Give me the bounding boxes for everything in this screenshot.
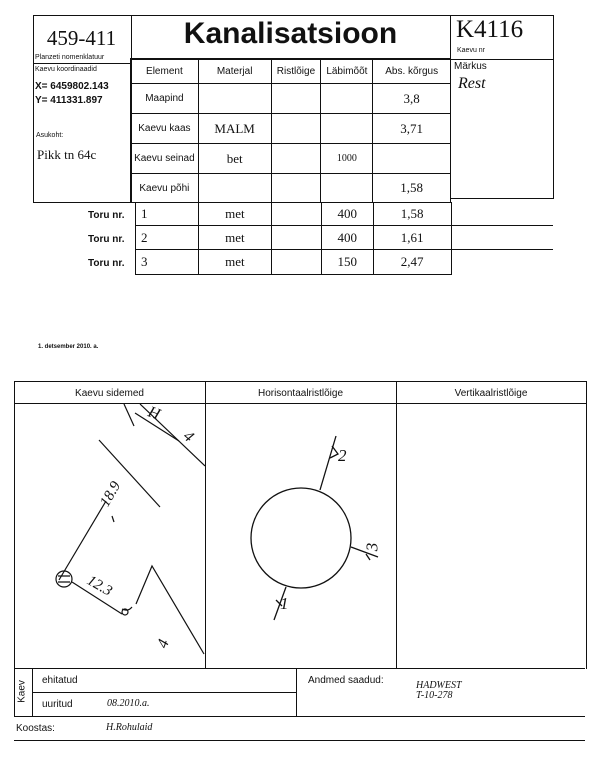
table-row bbox=[131, 84, 451, 114]
well-table bbox=[130, 58, 451, 203]
pipe-label-3-sketch: 3 bbox=[362, 542, 382, 552]
pipe-material: met bbox=[198, 203, 271, 226]
col-header-horizontal: Horisontaalristlõige bbox=[257, 388, 344, 399]
sheet-label: Planzeti nomenklatuur bbox=[35, 54, 105, 61]
pipe-no: 1 bbox=[136, 203, 199, 226]
pipe-material: met bbox=[198, 226, 271, 250]
pipe-cross bbox=[271, 226, 321, 250]
row-element: Kaevu kaas bbox=[131, 114, 199, 144]
remarks-label: Märkus bbox=[454, 61, 487, 72]
pipe-cross bbox=[271, 250, 321, 275]
row-cross bbox=[271, 144, 321, 174]
horizontal-section bbox=[206, 404, 396, 668]
pipe-diameter: 400 bbox=[321, 203, 373, 226]
pipe-label-2: Toru nr. bbox=[88, 234, 125, 245]
side-label: Kaev bbox=[16, 680, 28, 703]
table-row bbox=[136, 203, 554, 226]
table-row bbox=[136, 250, 554, 275]
sketch-label-dist1: 18.9 bbox=[97, 478, 125, 510]
well-id-label: Kaevu nr bbox=[457, 47, 486, 54]
pipe-table bbox=[135, 202, 553, 275]
pipe-material: met bbox=[198, 250, 271, 275]
row-material bbox=[198, 174, 271, 203]
pipe-label-1: Toru nr. bbox=[88, 210, 125, 221]
surveyed-value: 08.2010.a. bbox=[107, 698, 150, 709]
header-diameter: Läbimõõt bbox=[321, 59, 373, 84]
row-height: 1,58 bbox=[373, 174, 451, 203]
pipe-height: 2,47 bbox=[373, 250, 451, 275]
data-source-label: Andmed saadud: bbox=[308, 675, 384, 686]
address: Pikk tn 64c bbox=[37, 147, 97, 162]
sketch-label-dist2: 12.3 bbox=[84, 572, 115, 600]
date-note: 1. detsember 2010. a. bbox=[38, 344, 99, 350]
row-material bbox=[198, 84, 271, 114]
pipe-height: 1,61 bbox=[373, 226, 451, 250]
row-element: Kaevu seinad bbox=[131, 144, 199, 174]
row-material: MALM bbox=[198, 114, 271, 144]
well-circle bbox=[251, 488, 351, 588]
surveyed-label: uuritud bbox=[42, 699, 73, 710]
coord-y: Y= 411331.897 bbox=[35, 95, 103, 106]
page-title: Kanalisatsioon bbox=[183, 17, 398, 50]
pipe-diameter: 150 bbox=[321, 250, 373, 275]
pipe-no: 3 bbox=[136, 250, 199, 275]
table-row bbox=[131, 174, 451, 203]
pipe-label-1-sketch: 1 bbox=[280, 594, 289, 613]
header-material: Materjal bbox=[198, 59, 271, 84]
sheet-number: 459-411 bbox=[46, 26, 117, 50]
header-element: Element bbox=[131, 59, 199, 84]
data-source-value-1: HADWEST bbox=[416, 680, 462, 691]
pipe-cross bbox=[271, 203, 321, 226]
pipe-height: 1,58 bbox=[373, 203, 451, 226]
remarks-value: Rest bbox=[458, 75, 486, 92]
row-height bbox=[373, 144, 451, 174]
pipe-label-3: Toru nr. bbox=[88, 258, 125, 269]
built-label: ehitatud bbox=[42, 675, 78, 686]
row-diameter bbox=[321, 84, 373, 114]
row-element: Maapind bbox=[131, 84, 199, 114]
row-diameter: 1000 bbox=[321, 144, 373, 174]
author-label: Koostas: bbox=[16, 723, 55, 734]
sketch-label-h: H bbox=[145, 403, 163, 424]
row-cross bbox=[271, 114, 321, 144]
links-sketch bbox=[14, 404, 205, 668]
row-height: 3,71 bbox=[373, 114, 451, 144]
pipe-diameter: 400 bbox=[321, 226, 373, 250]
row-material: bet bbox=[198, 144, 271, 174]
coords-label: Kaevu koordinaadid bbox=[35, 66, 97, 73]
row-diameter bbox=[321, 174, 373, 203]
header-cross: Ristlõige bbox=[271, 59, 321, 84]
col-header-vertical: Vertikaalristlõige bbox=[454, 388, 528, 399]
pipe-no: 2 bbox=[136, 226, 199, 250]
row-element: Kaevu põhi bbox=[131, 174, 199, 203]
table-row bbox=[136, 226, 554, 250]
sketch-label-4-top: 4 bbox=[179, 427, 197, 446]
pipe-label-2-sketch: 2 bbox=[338, 446, 347, 465]
coord-x: X= 6459802.143 bbox=[35, 81, 109, 92]
header-height: Abs. kõrgus bbox=[373, 59, 451, 84]
address-label: Asukoht: bbox=[36, 132, 64, 139]
col-header-links: Kaevu sidemed bbox=[75, 388, 144, 399]
well-id: K4116 bbox=[456, 16, 524, 43]
table-row bbox=[131, 114, 451, 144]
author-value: H.Rohulaid bbox=[106, 722, 153, 733]
table-row bbox=[131, 144, 451, 174]
row-cross bbox=[271, 174, 321, 203]
well-symbol bbox=[56, 571, 72, 587]
sketch-label-4-bottom: 4 bbox=[154, 637, 173, 651]
row-height: 3,8 bbox=[373, 84, 451, 114]
row-cross bbox=[271, 84, 321, 114]
row-diameter bbox=[321, 114, 373, 144]
data-source-value-2: T-10-278 bbox=[416, 690, 453, 701]
